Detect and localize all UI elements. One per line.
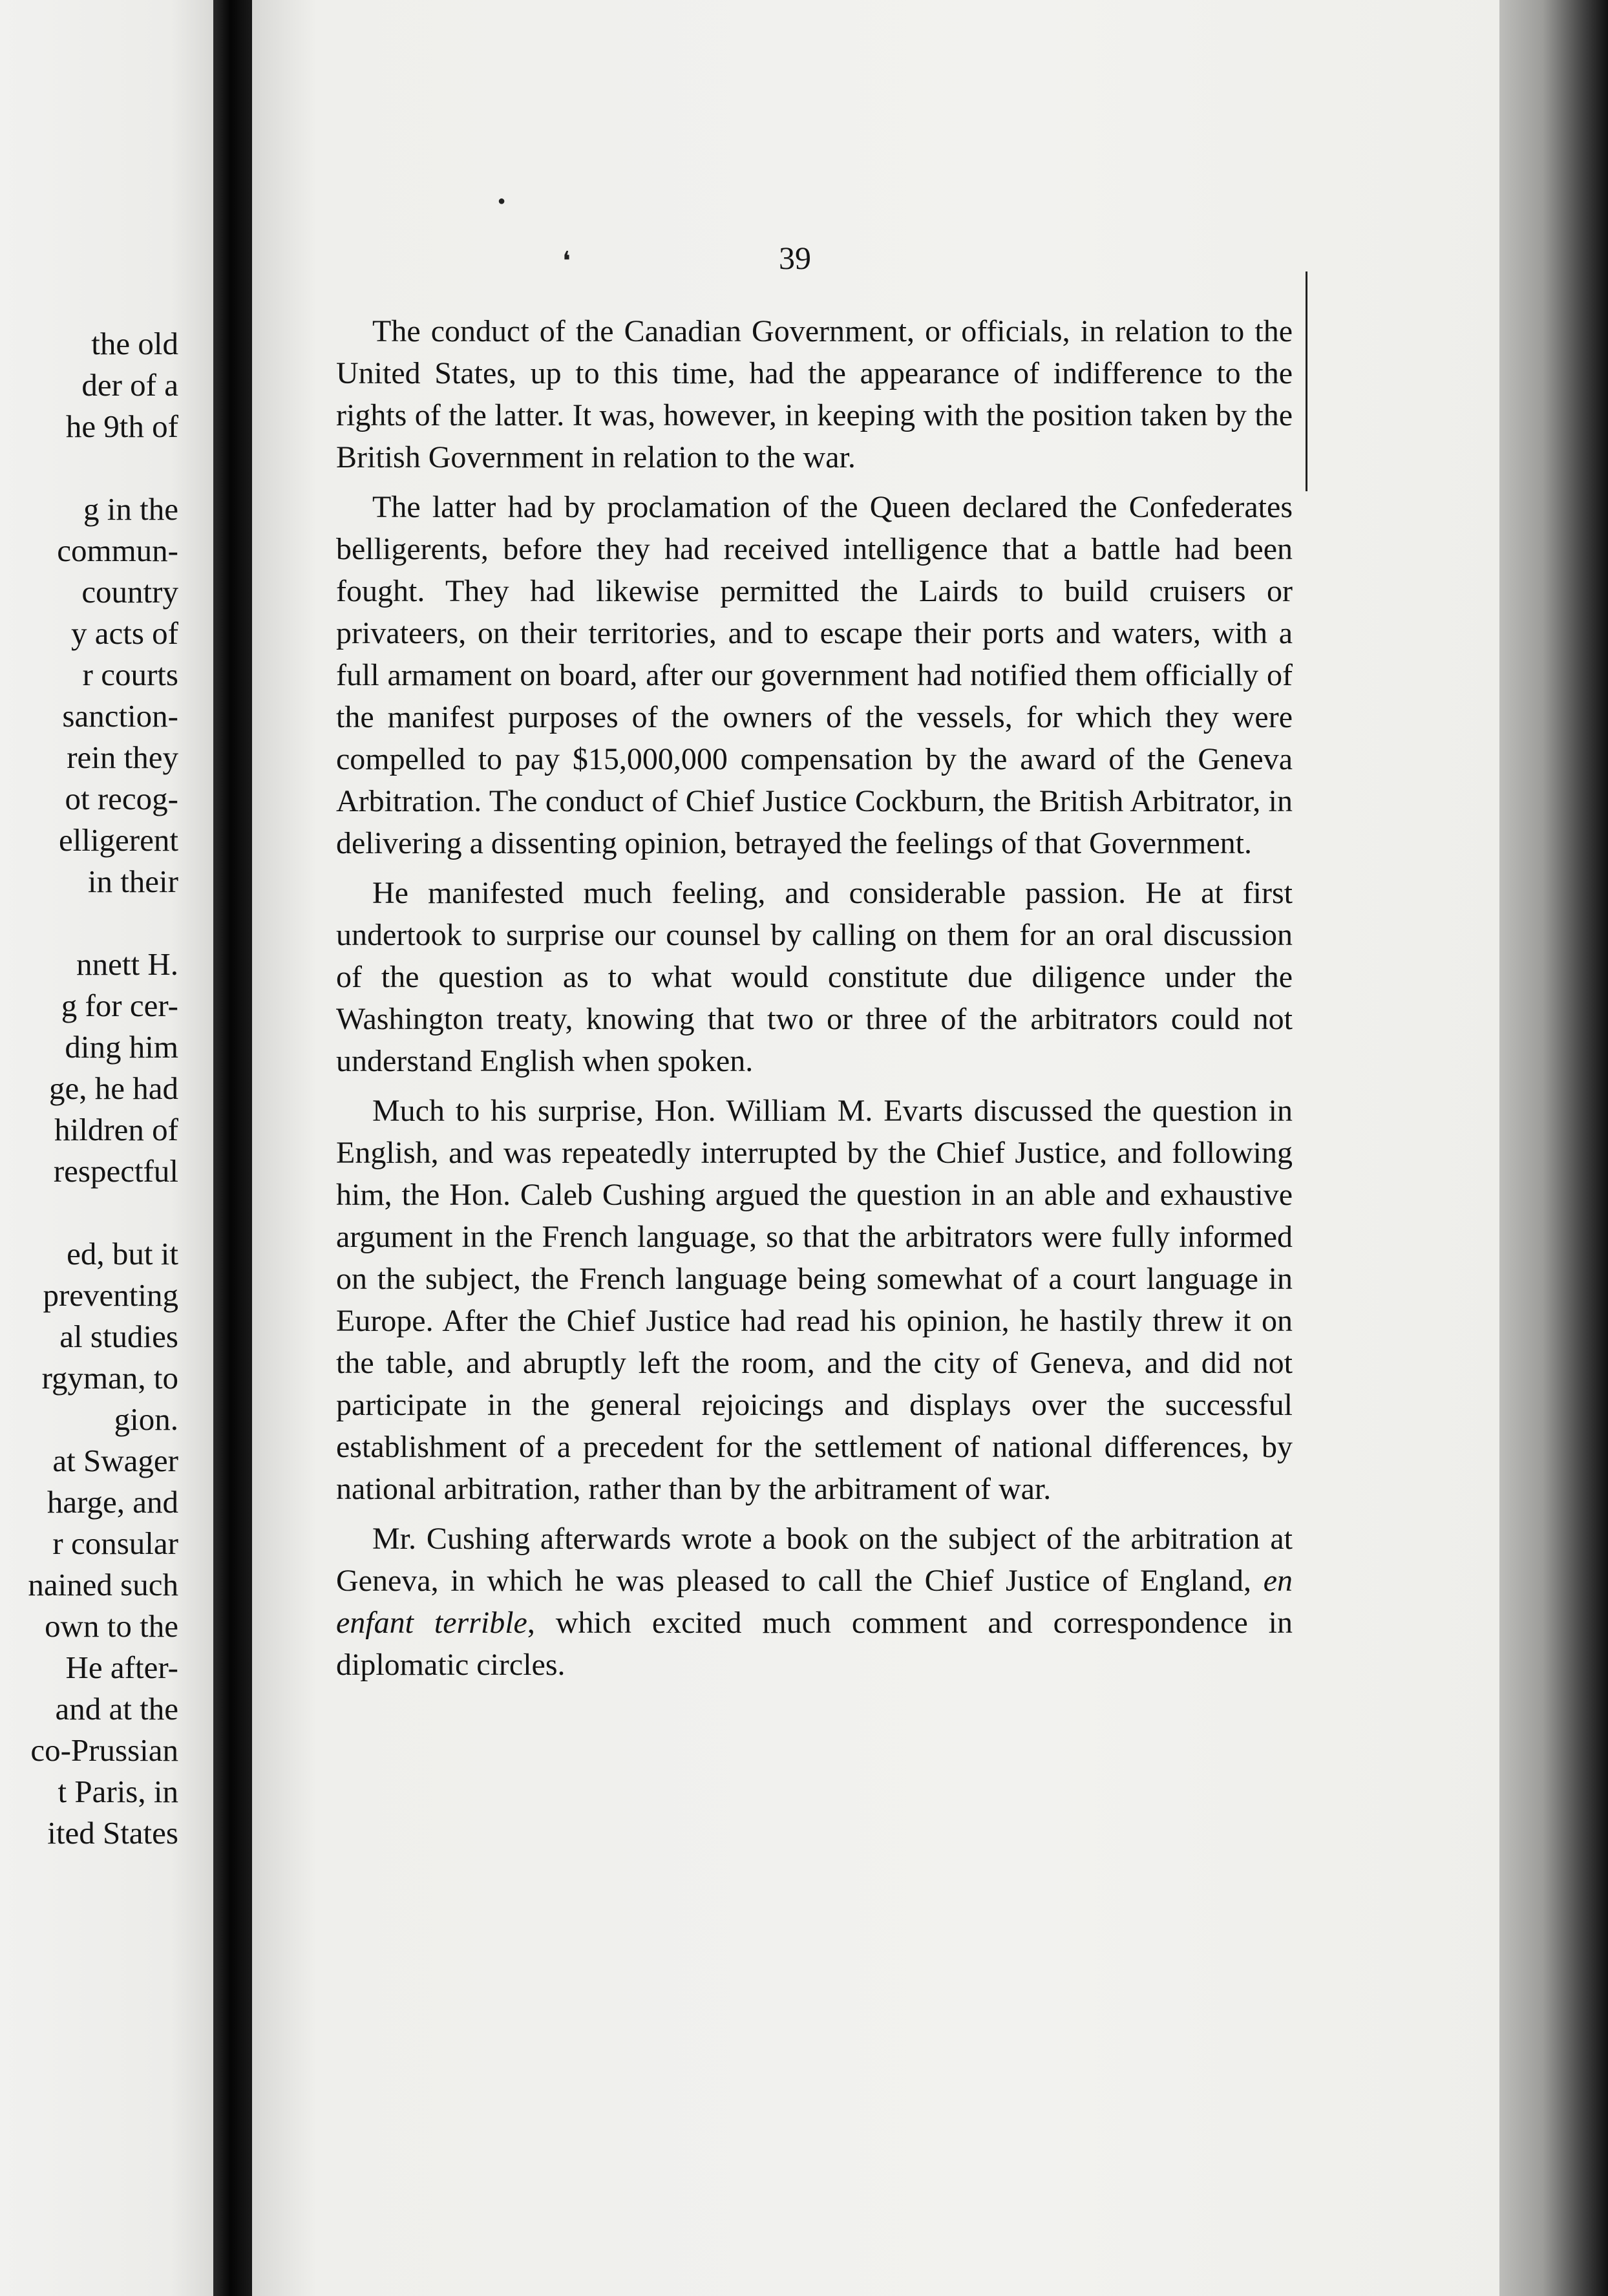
paragraph: The conduct of the Canadian Government, or officials, in relation to the United States, up to this time, had the appearance of indifference to the rights of the latter. It was, however, in keeping with the position taken by the British Government in relation to the war. <box>336 314 1293 474</box>
facing-line: ge, he had <box>49 1070 178 1106</box>
facing-line: ited States <box>47 1815 178 1851</box>
facing-line: commun- <box>57 533 178 568</box>
facing-line: ding him <box>65 1029 178 1065</box>
page-body <box>336 310 1293 1694</box>
paragraph: Much to his surprise, Hon. William M. Evarts discussed the question in English, and was repeatedly interrupted by the Chief Justice, and following him, the Hon. Caleb Cushing argued the question in an able and exhaustive argument in the French language, so that the arbitrators were fully informed on the subject, the French language being somewhat of a court language in Europe. After the Chief Justice had read his opinion, he hastily threw it on the table, and abruptly left the room, and the city of Geneva, and did not participate in the general rejoicings and displays over the successful establishment of a precedent for the settlement of national differences, by national arbitration, rather than by the arbitrament of war. <box>336 1094 1293 1506</box>
paragraph-text: , which excited much comment and correspondence in diplomatic circles. <box>336 1606 1293 1682</box>
facing-line: rein they <box>67 739 178 775</box>
facing-line-gap <box>12 447 178 489</box>
facing-line: and at the <box>55 1691 178 1727</box>
facing-line: the old <box>91 326 178 361</box>
paragraph-last <box>336 1518 1293 1686</box>
facing-line: ot recog- <box>65 781 178 816</box>
facing-line: at Swager <box>52 1443 178 1478</box>
facing-line: nnett H. <box>76 946 178 982</box>
facing-line: he 9th of <box>65 409 178 444</box>
paragraph: He manifested much feeling, and considerable passion. He at first undertook to surprise our counsel by calling on them for an oral discussion of the question as to what would constitute due diligence under the Washington treaty, knowing that two or three of the arbitrators could not understand English when spoken. <box>336 876 1293 1078</box>
facing-line: harge, and <box>47 1484 178 1520</box>
facing-line: country <box>81 574 178 610</box>
facing-page-text <box>12 323 178 1854</box>
facing-line: elligerent <box>58 822 178 858</box>
facing-line: r consular <box>52 1525 178 1561</box>
facing-line: ed, but it <box>67 1236 178 1271</box>
facing-line: own to the <box>45 1608 178 1644</box>
facing-line-gap <box>12 1192 178 1233</box>
margin-rule <box>1306 271 1307 491</box>
stray-dot: ● <box>498 194 506 208</box>
facing-line: der of a <box>81 367 178 403</box>
facing-line: t Paris, in <box>58 1774 178 1809</box>
facing-line: preventing <box>43 1277 178 1313</box>
facing-line: gion. <box>114 1401 178 1437</box>
facing-line: nained such <box>28 1567 178 1602</box>
stray-mark: ❛ <box>562 246 571 275</box>
facing-line: sanction- <box>62 698 178 734</box>
facing-line: rgyman, to <box>41 1360 178 1396</box>
facing-line: respectful <box>53 1153 178 1189</box>
facing-line: hildren of <box>54 1112 178 1147</box>
facing-page <box>0 0 213 2296</box>
facing-line: r courts <box>82 657 178 692</box>
paragraph-text: Mr. Cushing afterwards wrote a book on the subject of the arbitration at Geneva, in which he was pleased to call the Chief Justice of England, <box>336 1522 1293 1598</box>
facing-line: He after- <box>65 1650 178 1685</box>
book-gutter <box>213 0 252 2296</box>
italic-phrase: en enfant terrible <box>336 1564 1293 1640</box>
facing-line: in their <box>87 864 178 899</box>
facing-line: co-Prussian <box>30 1732 178 1768</box>
page-number: 39 <box>779 240 811 276</box>
paragraph: The latter had by proclamation of the Queen declared the Confederates belligerents, before they had received intelligence that a battle had been fought. They had likewise permitted the Lairds to build cruisers or privateers, on their territories, and to escape their ports and waters, with a full armament on board, after our government had notified them officially of the manifest purposes of the owners of the vessels, for which they were compelled to pay $15,000,000 compensation by the award of the Geneva Arbitration. The conduct of Chief Justice Cockburn, the British Arbitrator, in delivering a dissenting opinion, betrayed the feelings of that Government. <box>336 490 1293 860</box>
page-edge-shadow <box>1499 0 1608 2296</box>
facing-line: g in the <box>83 491 178 527</box>
facing-line-gap <box>12 902 178 944</box>
facing-line: al studies <box>59 1319 178 1354</box>
facing-line: g for cer- <box>61 988 178 1023</box>
facing-line: y acts of <box>71 615 178 651</box>
